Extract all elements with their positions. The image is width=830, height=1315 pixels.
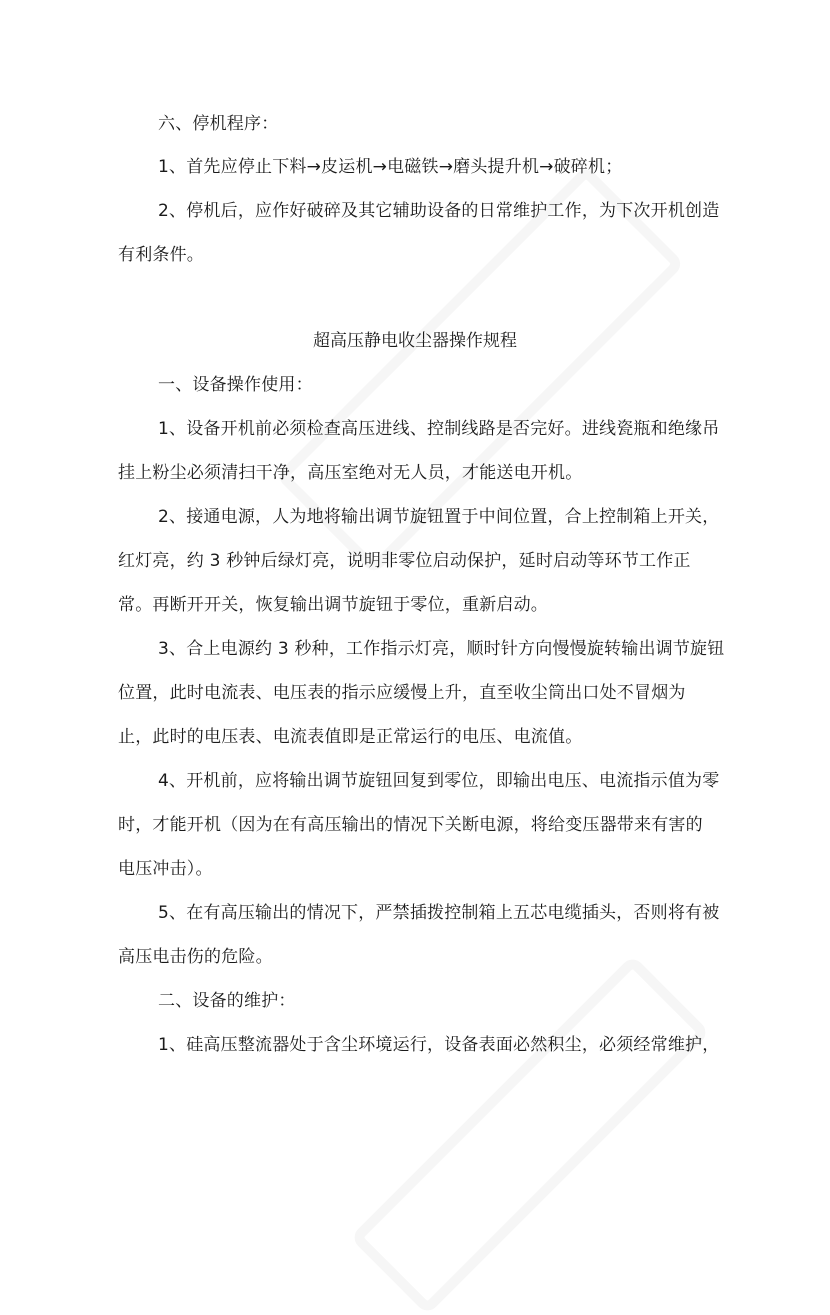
paragraph-line: 1、首先应停止下料→皮运机→电磁铁→磨头提升机→破碎机； bbox=[158, 157, 623, 177]
paragraph-line: 4、开机前，应将输出调节旋钮回复到零位，即输出电压、电流指示值为零 bbox=[158, 771, 720, 791]
section-heading: 一、设备操作使用： bbox=[158, 375, 313, 395]
section-heading: 六、停机程序： bbox=[158, 114, 279, 134]
paragraph-line: 位置，此时电流表、电压表的指示应缓慢上升，直至收尘筒出口处不冒烟为 bbox=[118, 683, 686, 703]
section-heading: 二、设备的维护： bbox=[158, 991, 296, 1011]
paragraph-line: 2、接通电源，人为地将输出调节旋钮置于中间位置，合上控制箱上开关， bbox=[158, 507, 720, 527]
paragraph-line: 挂上粉尘必须清扫干净，高压室绝对无人员，才能送电开机。 bbox=[118, 463, 583, 483]
paragraph-line: 常。再断开开关，恢复输出调节旋钮于零位，重新启动。 bbox=[118, 595, 548, 615]
paragraph-line: 时，才能开机（因为在有高压输出的情况下关断电源，将给变压器带来有害的 bbox=[118, 815, 703, 835]
paragraph-line: 高压电击伤的危险。 bbox=[118, 947, 273, 967]
paragraph-line: 1、硅高压整流器处于含尘环境运行，设备表面必然积尘，必须经常维护， bbox=[158, 1035, 720, 1055]
paragraph-line: 2、停机后，应作好破碎及其它辅助设备的日常维护工作，为下次开机创造 bbox=[158, 201, 720, 221]
paragraph-line: 止，此时的电压表、电流表值即是正常运行的电压、电流值。 bbox=[118, 727, 583, 747]
paragraph-line: 有利条件。 bbox=[118, 245, 204, 265]
paragraph-line: 5、在有高压输出的情况下，严禁插拨控制箱上五芯电缆插头，否则将有被 bbox=[158, 903, 720, 923]
document-title: 超高压静电收尘器操作规程 bbox=[313, 331, 517, 351]
paragraph-line: 3、合上电源约 3 秒种，工作指示灯亮，顺时针方向慢慢旋转输出调节旋钮 bbox=[158, 639, 725, 659]
paragraph-line: 电压冲击）。 bbox=[118, 859, 213, 879]
paragraph-line: 1、设备开机前必须检查高压进线、控制线路是否完好。进线瓷瓶和绝缘吊 bbox=[158, 419, 720, 439]
paragraph-line: 红灯亮，约 3 秒钟后绿灯亮，说明非零位启动保护，延时启动等环节工作正 bbox=[118, 551, 691, 571]
